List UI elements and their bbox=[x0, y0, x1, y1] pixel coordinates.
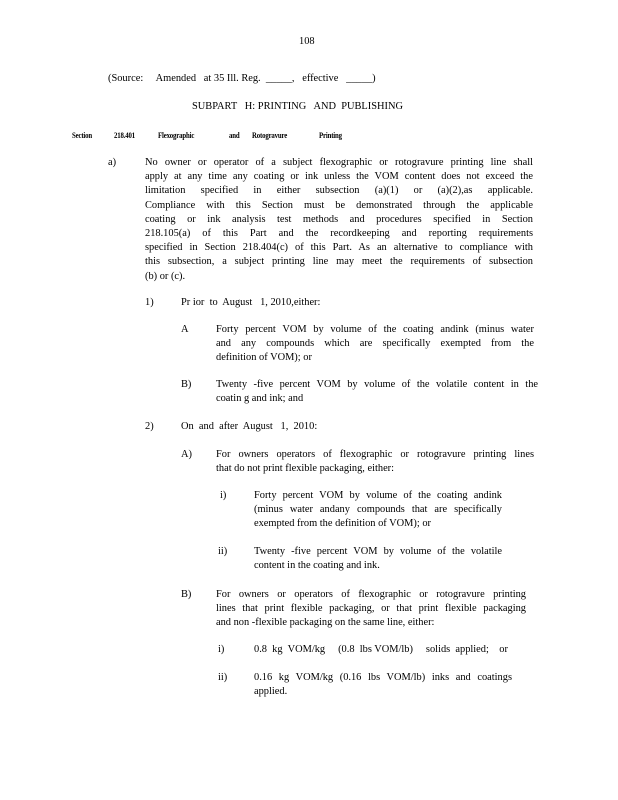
paragraph-a-line: (b) or (c). bbox=[145, 270, 186, 282]
item-2a-marker: A) bbox=[181, 449, 192, 460]
item-2b-ii-line: 0.16 kg VOM/kg (0.16 lbs VOM/lb) inks and coatings bbox=[254, 672, 512, 683]
item-2b-marker: B) bbox=[181, 589, 192, 600]
paragraph-a-line: this subsection, a subject printing line may meet the requirements of subsection bbox=[145, 256, 533, 268]
item-1b-line: coatin g and ink; and bbox=[216, 393, 304, 405]
section-title-and: and bbox=[229, 131, 240, 140]
paragraph-a-marker: a) bbox=[108, 157, 117, 168]
item-2a bbox=[216, 448, 534, 476]
item-1a-line: and any compounds which are specifically exempted from the bbox=[216, 338, 534, 350]
page-number: 108 bbox=[299, 36, 315, 47]
paragraph-a-line: coating or ink analysis test methods and procedures specified in Section bbox=[145, 213, 533, 225]
item-2a-line: that do not print flexible packaging, either: bbox=[216, 463, 395, 475]
item-1b bbox=[216, 378, 538, 406]
item-1b-marker: B) bbox=[181, 379, 192, 390]
paragraph-a-line: limitation specified in either subsection (a)(1) or (a)(2),as applicable. bbox=[145, 185, 533, 197]
paragraph-a-line: specified in Section 218.404(c) of this Part. As an alternative to compliance with bbox=[145, 242, 533, 254]
item-1a-marker: A bbox=[181, 324, 189, 335]
paragraph-a-line: 218.105(a) of this Part and the recordkeeping and reporting requirements bbox=[145, 228, 533, 240]
item-2a-ii-line: content in the coating and ink. bbox=[254, 560, 380, 572]
paragraph-a-line: apply at any time any coating or ink unless the VOM content does not exceed the bbox=[145, 171, 533, 183]
item-2b-line: and non -flexible packaging on the same line, either: bbox=[216, 617, 435, 629]
item-2a-ii-line: Twenty -five percent VOM by volume of the volatile bbox=[254, 546, 502, 557]
item-1a bbox=[216, 323, 534, 366]
item-1a-line: Forty percent VOM by volume of the coating andink (minus water bbox=[216, 324, 534, 335]
section-title-flexographic: Flexographic bbox=[158, 131, 195, 140]
item-2-marker: 2) bbox=[145, 421, 154, 432]
item-2a-i-line: exempted from the definition of VOM); or bbox=[254, 518, 431, 530]
item-2a-i-marker: i) bbox=[220, 490, 227, 501]
item-2b-i-text: 0.8 kg VOM/kg (0.8 lbs VOM/lb) solids applied; or bbox=[254, 644, 508, 655]
item-2a-i bbox=[254, 489, 502, 532]
item-2b bbox=[216, 588, 526, 631]
paragraph-a-line: No owner or operator of a subject flexographic or rotogravure printing line shall bbox=[145, 157, 533, 168]
item-2-text: On and after August 1, 2010: bbox=[181, 421, 318, 432]
item-2b-line: For owners or operators of flexographic or rotogravure printing bbox=[216, 589, 526, 600]
section-title-rotogravure: Rotogravure bbox=[252, 131, 288, 140]
item-2b-ii-marker: ii) bbox=[218, 672, 228, 683]
item-2b-i-marker: i) bbox=[218, 644, 225, 655]
section-title-printing: Printing bbox=[319, 131, 342, 140]
item-1a-line: definition of VOM); or bbox=[216, 352, 312, 364]
item-2b-ii-line: applied. bbox=[254, 686, 288, 698]
item-2a-i-line: (minus water andany compounds that are specifically bbox=[254, 504, 502, 516]
item-1-text: Pr ior to August 1, 2010,either: bbox=[181, 297, 321, 308]
item-1b-line: Twenty -five percent VOM by volume of the volatile content in the bbox=[216, 379, 538, 390]
source-note: (Source: Amended at 35 Ill. Reg. _____, effective _____) bbox=[108, 73, 376, 84]
item-1-marker: 1) bbox=[145, 297, 154, 308]
section-label: Section bbox=[72, 131, 93, 140]
item-2a-i-line: Forty percent VOM by volume of the coating andink bbox=[254, 490, 502, 501]
paragraph-a-line: Compliance with this Section must be demonstrated through the applicable bbox=[145, 199, 533, 211]
section-number: 218.401 bbox=[114, 131, 135, 140]
item-2b-line: lines that print flexible packaging, or that print flexible packaging bbox=[216, 603, 526, 615]
paragraph-a bbox=[145, 156, 533, 284]
item-2a-ii-marker: ii) bbox=[218, 546, 228, 557]
item-2a-ii bbox=[254, 545, 502, 573]
item-2b-ii bbox=[254, 671, 512, 699]
item-2a-line: For owners operators of flexographic or rotogravure printing lines bbox=[216, 449, 534, 460]
subpart-heading: SUBPART H: PRINTING AND PUBLISHING bbox=[192, 101, 403, 112]
